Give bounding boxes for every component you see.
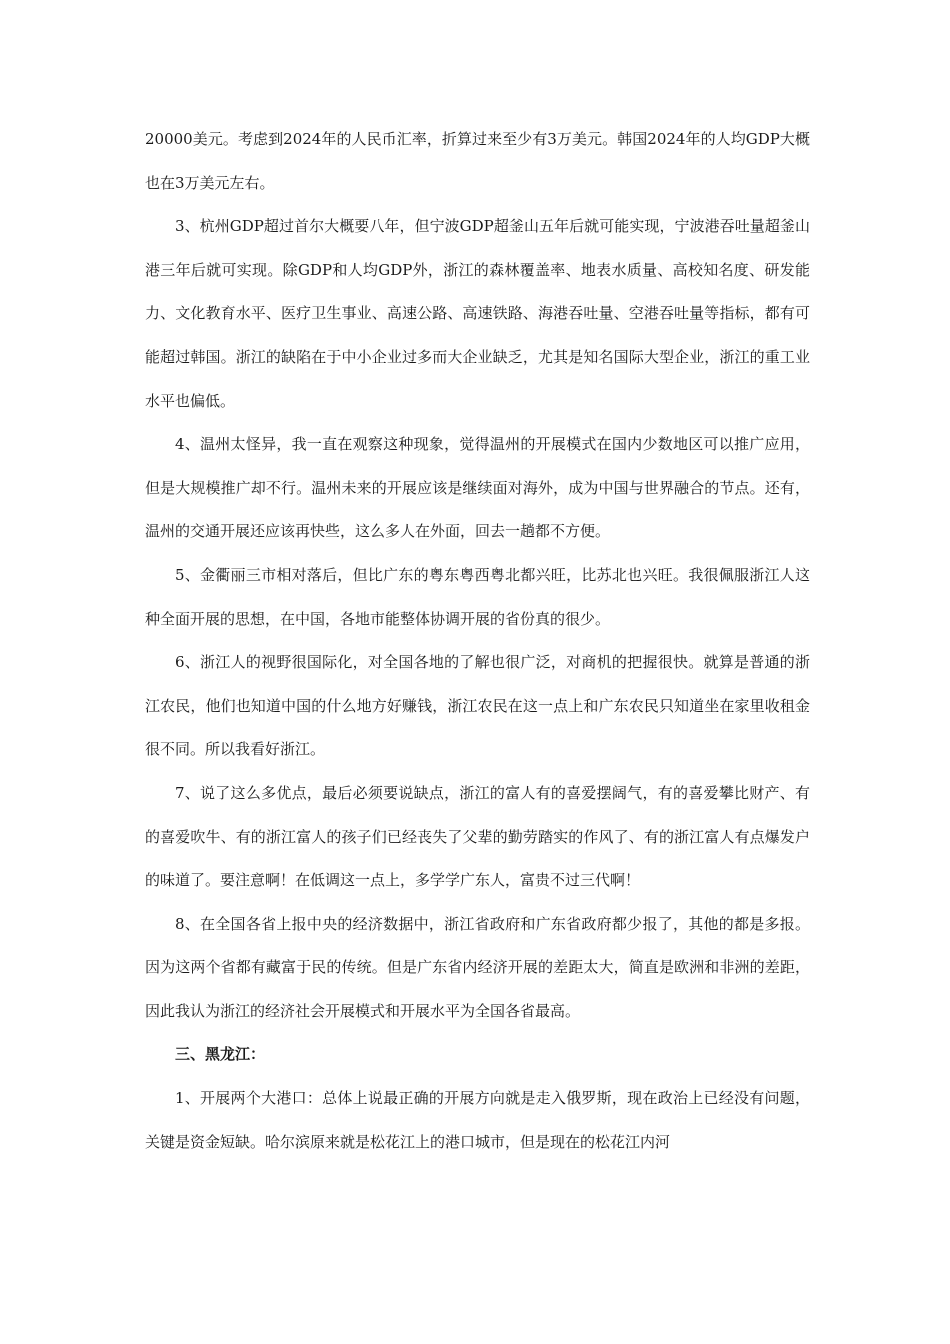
paragraph-item-6: 6、浙江人的视野很国际化，对全国各地的了解也很广泛，对商机的把握很快。就算是普通的浙江农民，他们也知道中国的什么地方好赚钱，浙江农民在这一点上和广东农民只知道坐在家里收租金很不同。所以我看好浙江。 [145, 653, 810, 759]
section-heading: 三、黑龙江： [175, 1045, 266, 1064]
paragraph-item-8: 8、在全国各省上报中央的经济数据中，浙江省政府和广东省政府都少报了，其他的都是多报。因为这两个省都有藏富于民的传统。但是广东省内经济开展的差距太大，简直是欧洲和非洲的差距，因此我认为浙江的经济社会开展模式和开展水平为全国各省最高。 [145, 914, 810, 1020]
paragraph-item-4: 4、温州太怪异，我一直在观察这种现象，觉得温州的开展模式在国内少数地区可以推广应用，但是大规模推广却不行。温州未来的开展应该是继续面对海外，成为中国与世界融合的节点。还有，温州的交通开展还应该再快些，这么多人在外面，回去一趟都不方便。 [145, 435, 810, 541]
paragraph-item-3: 3、杭州GDP超过首尔大概要八年，但宁波GDP超釜山五年后就可能实现，宁波港吞吐量超釜山港三年后就可实现。除GDP和人均GDP外，浙江的森林覆盖率、地表水质量、高校知名度、研发能力、文化教育水平、医疗卫生事业、高速公路、高速铁路、海港吞吐量、空港吞吐量等指标，都有可能超过韩国。浙江的缺陷在于中小企业过多而大企业缺乏，尤其是知名国际大型企业，浙江的重工业水平也偏低。 [145, 217, 810, 410]
paragraph-item-5: 5、金衢丽三市相对落后，但比广东的粤东粤西粤北都兴旺，比苏北也兴旺。我很佩服浙江人这种全面开展的思想，在中国，各地市能整体协调开展的省份真的很少。 [145, 565, 810, 628]
paragraph-continuation: 20000美元。考虑到2024年的人民币汇率，折算过来至少有3万美元。韩国2024年的人均GDP大概也在3万美元左右。 [145, 130, 810, 192]
paragraph-item-7: 7、说了这么多优点，最后必须要说缺点，浙江的富人有的喜爱摆阔气，有的喜爱攀比财产、有的喜爱吹牛、有的浙江富人的孩子们已经丧失了父辈的勤劳踏实的作风了、有的浙江富人有点爆发户的味道了。要注意啊！在低调这一点上，多学学广东人，富贵不过三代啊！ [145, 783, 810, 890]
paragraph-heilongjiang-1: 1、开展两个大港口：总体上说最正确的开展方向就是走入俄罗斯，现在政治上已经没有问题，关键是资金短缺。哈尔滨原来就是松花江上的港口城市，但是现在的松花江内河 [145, 1089, 810, 1151]
document-body [145, 118, 810, 1164]
